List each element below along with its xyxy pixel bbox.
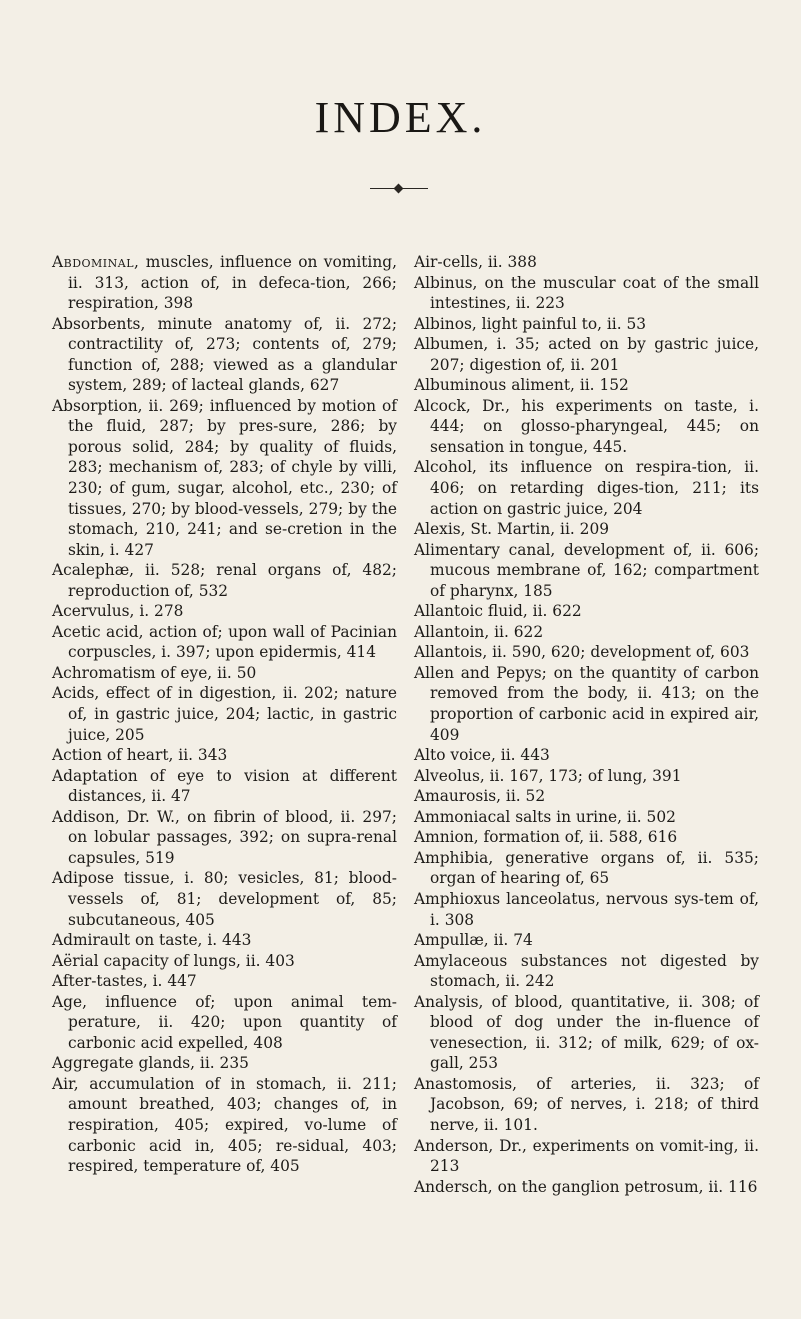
index-entry-heading: Alexis, St. Martin,: [414, 520, 556, 539]
index-entry-references: light painful to, ii. 53: [476, 314, 647, 333]
index-entry-heading: Adaptation: [52, 766, 138, 785]
index-entry-heading: Albuminous aliment,: [414, 376, 575, 395]
index-entry-heading: Addison, Dr. W.,: [52, 807, 180, 826]
index-entry-heading: Age,: [52, 992, 87, 1011]
index-entry-heading: Abdominal,: [52, 253, 140, 271]
index-entry-heading: Allantois,: [414, 643, 488, 662]
index-entry: [52, 396, 397, 560]
index-entry-references: i. 447: [147, 972, 197, 991]
index-entry-references: influence of; upon animal tem-perature, ii. 420; upon quantity of carbonic acid expelled, 408: [68, 992, 397, 1052]
index-entry-references: i. 80; vesicles, 81; blood-vessels of, 81; development of, 85; subcutaneous, 405: [68, 869, 397, 929]
index-entry: [52, 663, 397, 684]
index-entry-heading: Albumen,: [414, 335, 489, 354]
index-entry-references: accumulation of in stomach, ii. 211; amount breathed, 403; changes of, in respiration, 405; expired, vo-lume of carbonic acid in, 405; re-sidual, 403; respired, temperature of, 405: [68, 1074, 397, 1176]
index-entry-references: on the quantity of carbon removed from the body, ii. 413; on the proportion of carbonic acid in expired air, 409: [430, 663, 759, 744]
index-entry: [414, 642, 759, 663]
index-entry-heading: Alcohol,: [414, 458, 477, 477]
index-entry-heading: Alto voice,: [414, 746, 496, 765]
index-entry: [414, 273, 759, 314]
index-entry: [414, 992, 759, 1074]
index-entry-references: action of; upon wall of Pacinian corpuscles, i. 397; upon epidermis, 414: [68, 622, 397, 662]
index-entry-heading: Admirault: [52, 931, 131, 950]
index-entry-heading: Ammoniacal salts: [414, 807, 552, 826]
index-entry: [414, 786, 759, 807]
index-entry-heading: Ampullæ,: [414, 931, 489, 950]
index-entry: [52, 807, 397, 869]
index-entry-references: of arteries, ii. 323; of Jacobson, 69; of nerves, i. 218; of third nerve, ii. 101.: [430, 1074, 759, 1134]
index-entry-heading: Alveolus,: [414, 766, 485, 785]
index-entry-references: ii. 167, 173; of lung, 391: [484, 766, 682, 785]
index-entry-references: effect of in digestion, ii. 202; nature of, in gastric juice, 204; lactic, in gastric juice, 205: [68, 684, 397, 744]
index-entry-references: i. 278: [134, 602, 184, 621]
index-entry-references: its influence on respira-tion, ii. 406; on retarding diges-tion, 211; its action on gastric juice, 204: [430, 458, 759, 518]
index-entry-references: ii. 235: [195, 1054, 249, 1073]
index-entry-references: development of, ii. 606; mucous membrane of, 162; compartment of pharynx, 185: [430, 540, 760, 600]
index-entry-heading: Amphioxus lanceolatus,: [414, 889, 601, 908]
index-entry: [414, 930, 759, 951]
index-entry: [52, 622, 397, 663]
index-entry: [414, 396, 759, 458]
index-entry: [414, 540, 759, 602]
index-entry-heading: Aggregate glands,: [52, 1054, 196, 1073]
index-entry: [52, 560, 397, 601]
index-entry-references: ii. 343: [173, 746, 228, 765]
index-entry-references: of eye, ii. 50: [155, 663, 257, 682]
index-entry-heading: Albinus,: [414, 273, 478, 292]
index-entry-references: ii. 590, 620; development of, 603: [487, 643, 750, 662]
index-entry-references: generative organs of, ii. 535; organ of hearing of, 65: [430, 848, 759, 888]
index-entry: [52, 992, 397, 1054]
diamond-rule-ornament: [370, 184, 428, 194]
index-entry: [52, 1074, 397, 1177]
index-entry: [52, 1053, 397, 1074]
index-entry-references: on fibrin of blood, ii. 297; on lobular passages, 392; on supra-renal capsules, 519: [68, 807, 397, 867]
index-entry-references: his experiments on taste, i. 444; on glosso-pharyngeal, 445; on sensation in tongue, 445.: [430, 396, 759, 456]
index-entry-heading: Anderson, Dr.,: [414, 1136, 527, 1155]
index-entry-heading: Achromatism: [52, 663, 156, 682]
index-entry-references: i. 35; acted on by gastric juice, 207; digestion of, ii. 201: [430, 335, 759, 374]
index-entry: [414, 314, 759, 335]
index-entry: [414, 807, 759, 828]
index-entry-references: ii. 622: [527, 602, 582, 621]
index-column-left: [52, 252, 397, 1177]
index-entry: [414, 601, 759, 622]
index-entry-heading: Allantoic fluid,: [414, 602, 528, 621]
index-entry: [414, 848, 759, 889]
index-entry-references: experiments on vomit-ing, ii. 213: [430, 1136, 760, 1176]
index-entry: [414, 663, 759, 745]
index-entry: [414, 1177, 759, 1198]
index-entry: [414, 745, 759, 766]
index-entry-references: ii. 528; renal organs of, 482; reproduction of, 532: [68, 561, 397, 600]
index-entry-heading: Acervulus,: [52, 602, 135, 621]
index-entry-heading: Air-cells,: [414, 253, 483, 271]
index-entry-heading: Amylaceous substances: [414, 951, 608, 970]
index-entry-heading: Action of heart,: [52, 746, 174, 765]
index-entry-references: on the ganglion petrosum, ii. 116: [492, 1177, 758, 1196]
index-entry-references: ii. 622: [489, 622, 544, 641]
diamond-icon: [394, 184, 404, 194]
index-entry-heading: Absorbents,: [52, 314, 146, 333]
index-entry-references: of blood, quantitative, ii. 308; of blood of dog under the in-fluence of venesection, ii. 312; of milk, 629; of ox-gall, 253: [430, 992, 759, 1073]
index-entry-references: ii. 443: [495, 746, 550, 765]
index-entry: [52, 314, 397, 396]
index-entry-references: muscles, influence on vomiting, ii. 313, action of, in defeca-tion, 266; respiration, 398: [68, 253, 397, 313]
index-entry-heading: Andersch,: [414, 1177, 493, 1196]
index-entry-heading: Allen and Pepys;: [414, 663, 547, 682]
index-entry: [52, 766, 397, 807]
index-entry-references: ii. 74: [488, 931, 533, 950]
index-entry: [414, 334, 759, 375]
index-entry: [52, 971, 397, 992]
index-entry: [414, 951, 759, 992]
index-entry-heading: After-tastes,: [52, 972, 148, 991]
index-entry-heading: Amphibia,: [414, 848, 494, 867]
index-entry-heading: Albinos,: [414, 314, 477, 333]
index-entry-heading: Amnion,: [414, 828, 479, 847]
index-entry-heading: Analysis,: [414, 992, 484, 1011]
index-entry: [414, 252, 759, 273]
index-entry: [414, 1136, 759, 1177]
index-entry: [52, 868, 397, 930]
index-entry: [52, 951, 397, 972]
index-entry: [52, 930, 397, 951]
index-entry-heading: Absorption,: [52, 396, 143, 415]
index-entry: [414, 766, 759, 787]
index-entry-heading: Acids,: [52, 684, 100, 703]
index-entry-heading: Acetic acid,: [52, 622, 144, 641]
index-entry-heading: Alcock, Dr.,: [414, 396, 510, 415]
index-entry-references: nervous sys-tem of, i. 308: [430, 889, 759, 929]
index-entry-references: of eye to vision at different distances, ii. 47: [68, 766, 397, 806]
index-entry: [52, 683, 397, 745]
index-entry-references: of lungs, ii. 403: [168, 951, 295, 970]
index-entry-references: ii. 269; influenced by motion of the fluid, 287; by pres-sure, 286; by porous solid, 284; by quality of fluids, 283; mechanism of, 283; of chyle by villi, 230; of gum, sugar, alcohol, etc., 230; of tissues, 270; by blood-vessels, 279; by the stomach, 210, 241; and se-cretion in the skin, i. 427: [68, 396, 397, 559]
index-entry: [414, 375, 759, 396]
index-entry-references: on the muscular coat of the small intestines, ii. 223: [430, 273, 759, 313]
index-entry-references: ii. 388: [482, 253, 537, 271]
index-entry-heading: Adipose tissue,: [52, 869, 175, 888]
index-entry-references: ii. 209: [555, 520, 610, 539]
index-entry-heading: Allantoin,: [414, 622, 490, 641]
index-entry: [414, 827, 759, 848]
index-entry: [414, 1074, 759, 1136]
index-entry: [414, 622, 759, 643]
index-entry-heading: Amaurosis,: [414, 787, 502, 806]
index-entry-references: not digested by stomach, ii. 242: [430, 951, 759, 991]
index-entry: [52, 601, 397, 622]
index-entry: [414, 889, 759, 930]
index-entry-heading: Air,: [52, 1074, 79, 1093]
index-entry-heading: Anastomosis,: [414, 1074, 518, 1093]
index-entry-heading: Aërial capacity: [52, 951, 169, 970]
index-entry: [414, 457, 759, 519]
index-entry-heading: Alimentary canal,: [414, 540, 556, 559]
index-entry-references: ii. 152: [574, 376, 629, 395]
index-entry: [52, 252, 397, 314]
index-entry-references: ii. 52: [501, 787, 546, 806]
index-entry-references: on taste, i. 443: [130, 931, 252, 950]
index-entry: [52, 745, 397, 766]
page-title: INDEX.: [314, 93, 487, 142]
index-column-right: [414, 252, 759, 1197]
index-entry-references: minute anatomy of, ii. 272; contractility of, 273; contents of, 279; function of, 288; viewed as a glandular system, 289; of lacteal glands, 627: [68, 314, 397, 395]
index-entry-references: in urine, ii. 502: [551, 807, 676, 826]
index-entry: [414, 519, 759, 540]
index-entry-references: formation of, ii. 588, 616: [478, 828, 678, 847]
index-entry-heading: Acalephæ,: [52, 561, 135, 580]
